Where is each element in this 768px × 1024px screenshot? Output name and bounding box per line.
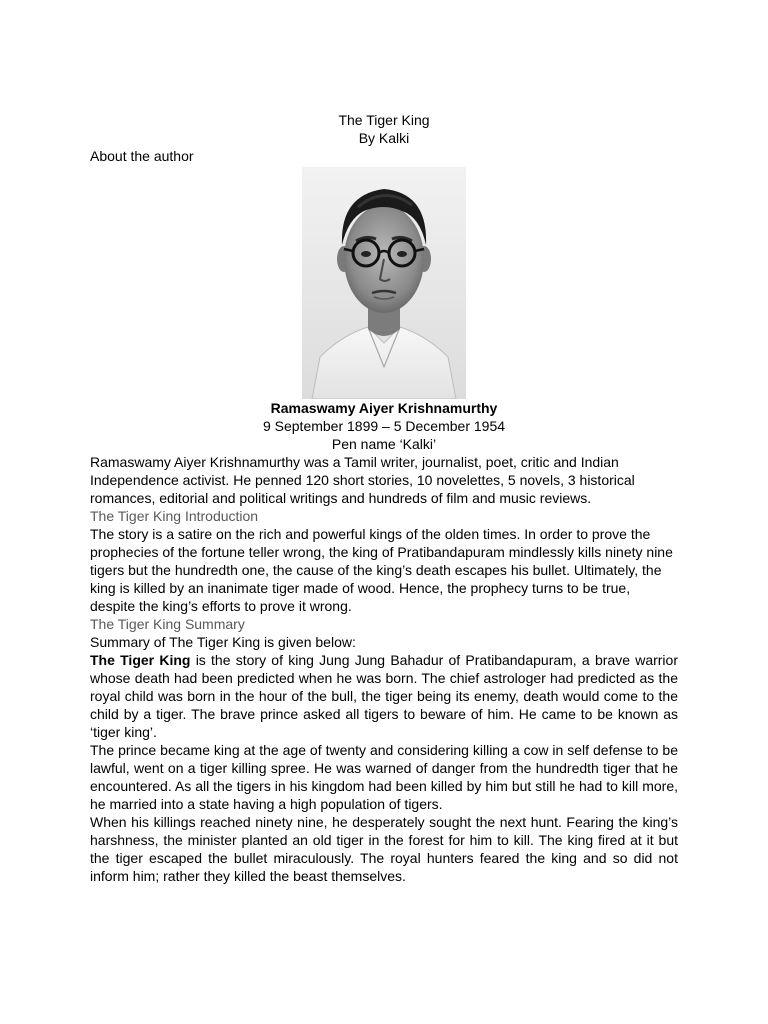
summary-heading: The Tiger King Summary bbox=[90, 616, 245, 632]
summary-intro: Summary of The Tiger King is given below: bbox=[90, 634, 356, 650]
summary-paragraph-3: When his killings reached ninety nine, he desperately sought the next hunt. Fearing the king’s harshness, the minister planted an old tiger in the forest for him to kill. The king fired at it but the tiger escaped the bullet miraculously. The royal hunters feared the king and so did not inform him; rather they killed the beast themselves. bbox=[90, 814, 678, 884]
introduction-heading: The Tiger King Introduction bbox=[90, 508, 259, 524]
author-pen-name: Pen name ‘Kalki’ bbox=[331, 436, 437, 452]
document-page bbox=[90, 111, 678, 885]
document-byline: By Kalki bbox=[358, 130, 410, 146]
summary-paragraph-2: The prince became king at the age of twenty and considering killing a cow in self defense to be lawful, went on a tiger killing spree. He was warned of danger from the hundredth tiger that he encountered. As all the tigers in his kingdom had been killed by him but still he had to kill more, he married into a state having a high population of tigers. bbox=[90, 742, 678, 812]
about-author-label: About the author bbox=[90, 148, 194, 164]
author-dates: 9 September 1899 – 5 December 1954 bbox=[262, 418, 506, 434]
document-title: The Tiger King bbox=[338, 112, 430, 128]
author-portrait-icon bbox=[302, 167, 466, 399]
author-name: Ramaswamy Aiyer Krishnamurthy bbox=[270, 400, 498, 416]
author-bio: Ramaswamy Aiyer Krishnamurthy was a Tamil writer, journalist, poet, critic and Indian Independence activist. He penned 120 short stories, 10 novelettes, 5 novels, 3 historical romances, editorial and political writings and hundreds of film and music reviews. bbox=[90, 454, 635, 506]
author-photo-container bbox=[90, 167, 678, 399]
summary-paragraph-1-text: is the story of king Jung Jung Bahadur of Pratibandapuram, a brave warrior whose death had been predicted when he was born. The chief astrologer had predicted as the royal child was born in the hour of the bull, the tiger being its enemy, death would come to the child by a tiger. The brave prince asked all tigers to beware of him. He came to be known as ‘tiger king’. bbox=[90, 652, 678, 740]
summary-paragraph-1 bbox=[90, 651, 678, 741]
story-title-bold: The Tiger King bbox=[90, 652, 191, 668]
introduction-text: The story is a satire on the rich and powerful kings of the olden times. In order to prove the prophecies of the fortune teller wrong, the king of Pratibandapuram mindlessly kills ninety nine tigers but the hundredth one, the cause of the king’s death escapes his bullet. Ultimately, the king is killed by an inanimate tiger made of wood. Hence, the prophecy turns to be true, despite the king’s efforts to prove it wrong. bbox=[90, 526, 673, 614]
